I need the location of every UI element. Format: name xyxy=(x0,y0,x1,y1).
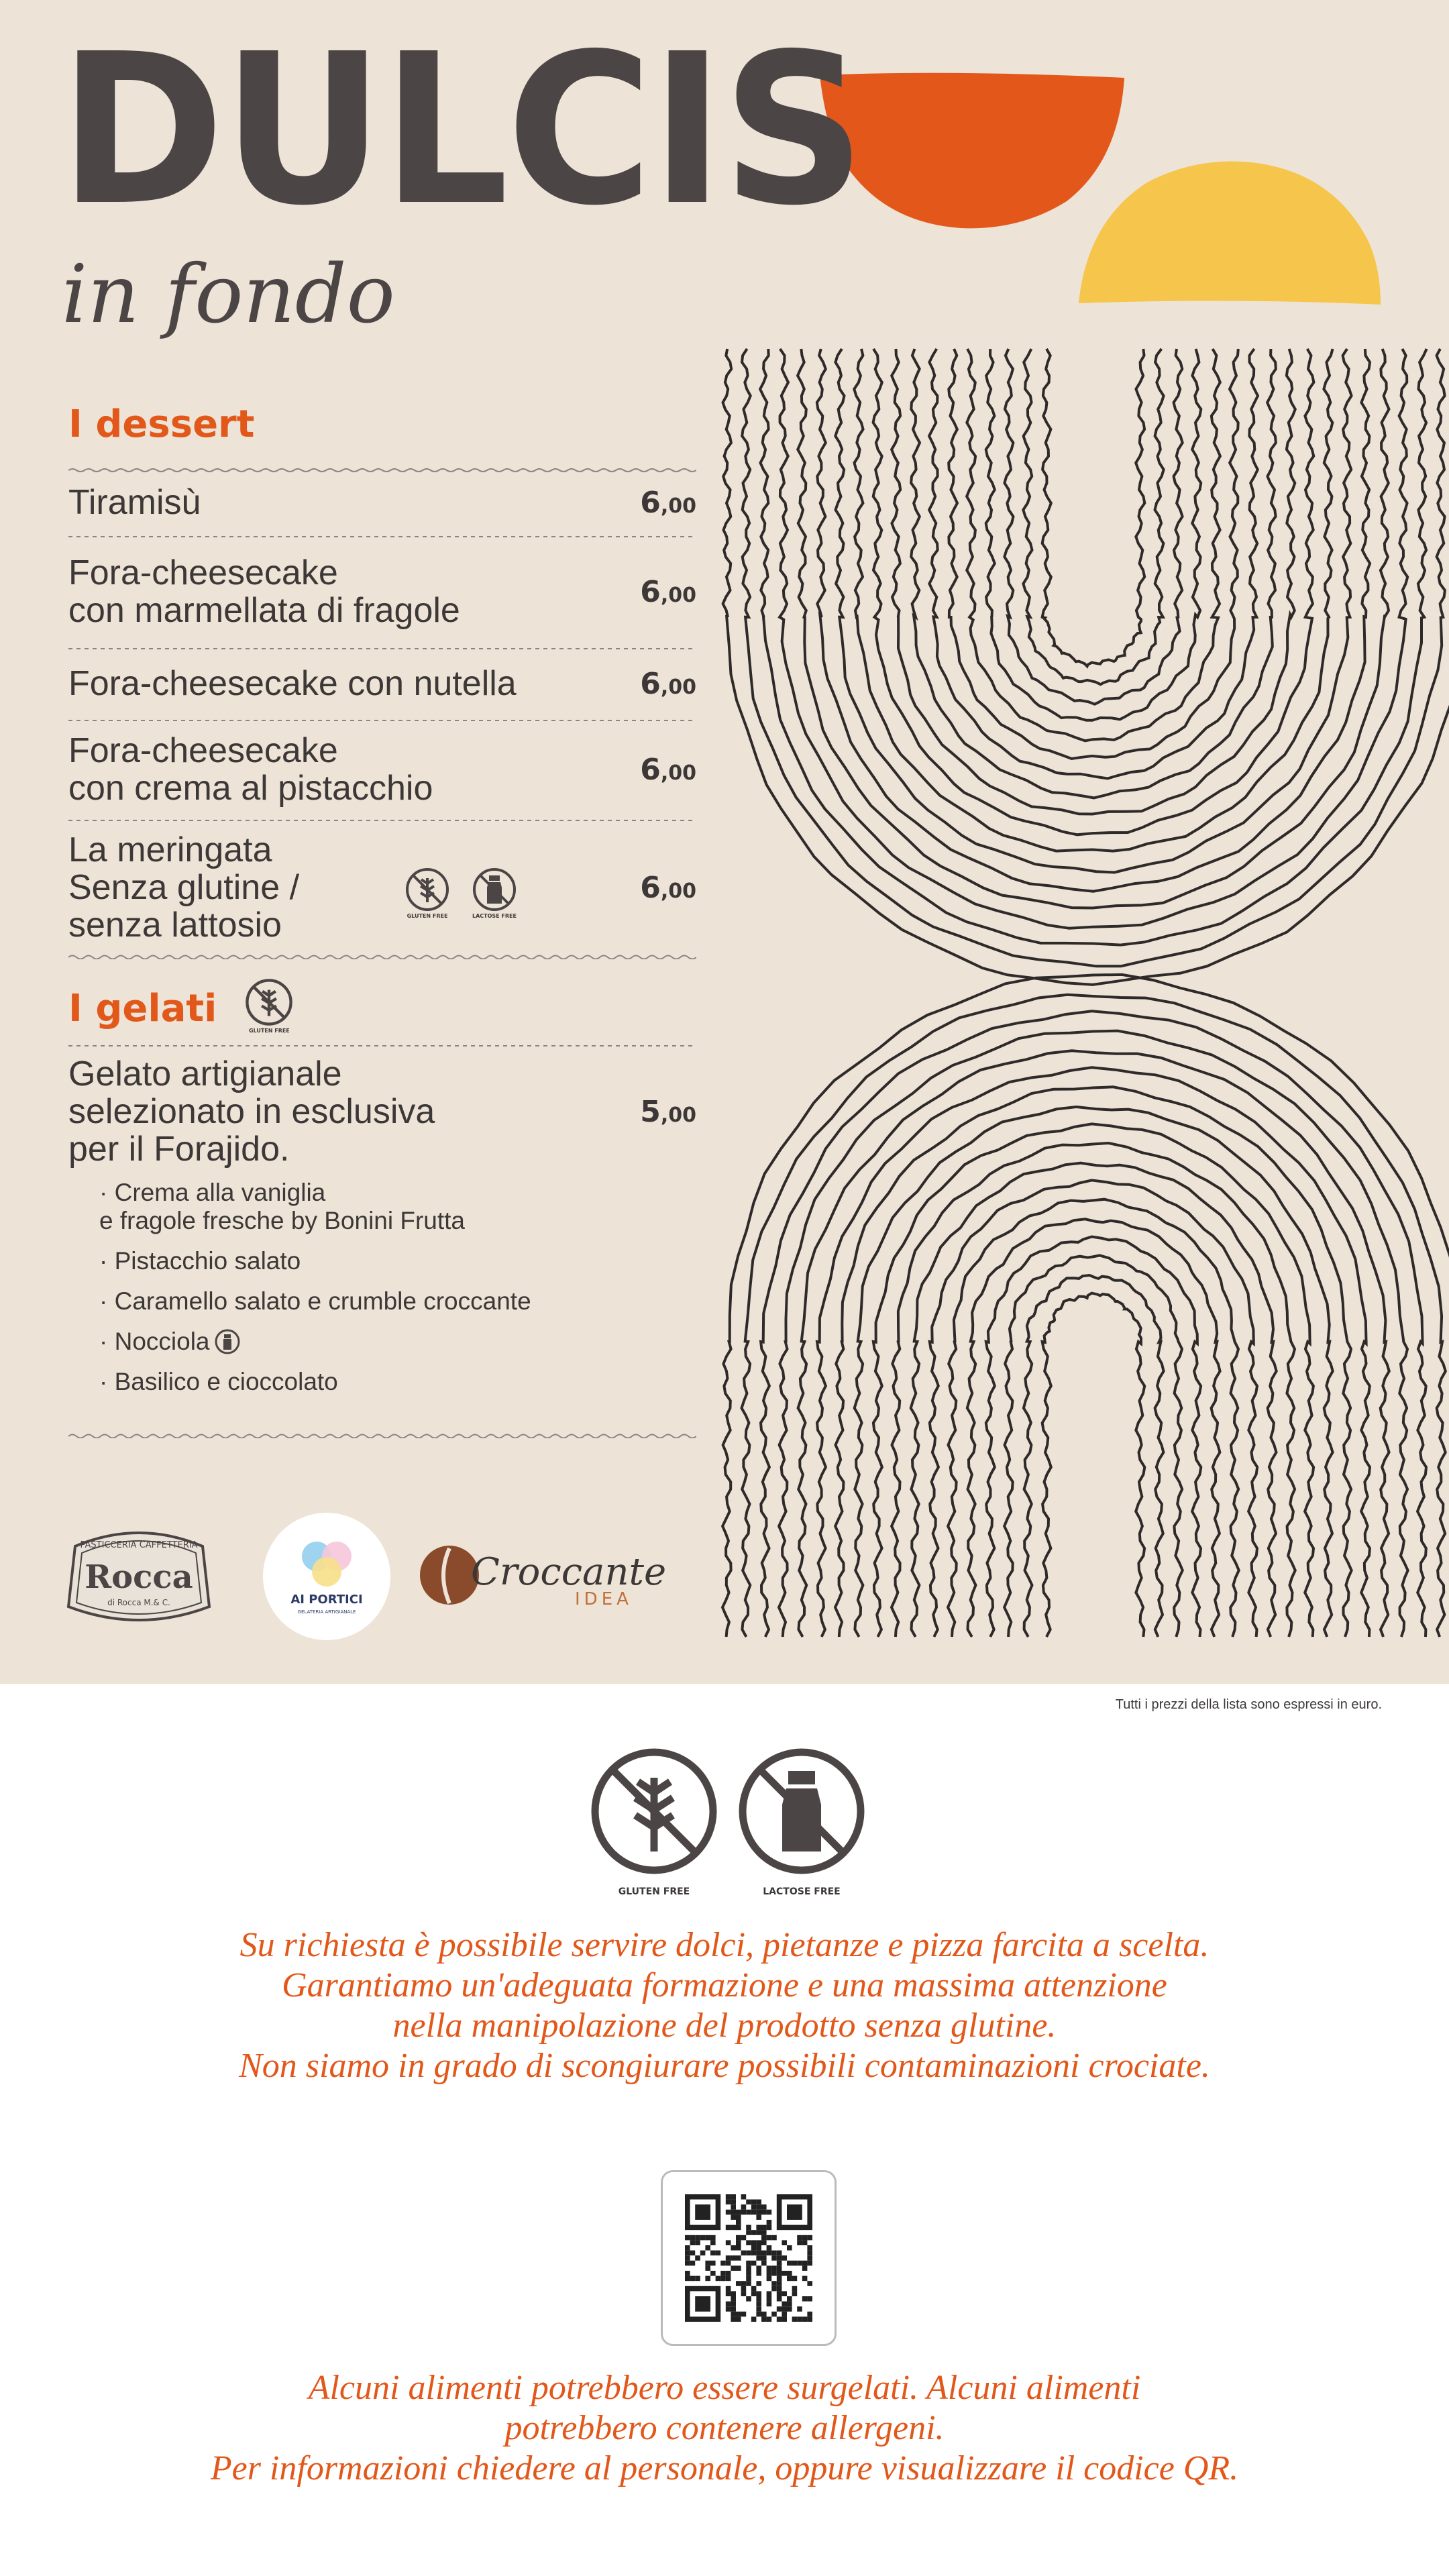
allergen-notice xyxy=(0,2368,1449,2489)
notice-line: Su richiesta è possibile servire dolci, pietanze e pizza farcita a scelta. xyxy=(239,1926,1210,1964)
contains-nuts-icon xyxy=(214,1328,241,1355)
arch-line xyxy=(742,349,1445,966)
divider xyxy=(68,468,696,473)
arch-line xyxy=(798,349,1389,908)
arch-line xyxy=(930,1180,1257,1637)
item-price: 6,00 xyxy=(640,752,696,787)
arch-line xyxy=(911,1163,1277,1637)
gluten-notice xyxy=(0,1925,1449,2086)
notice-line: Garantiamo un'adeguata formazione e una massima attenzione xyxy=(282,1966,1167,2004)
notice-line: Alcuni alimenti potrebbero essere surgelati. Alcuni alimenti xyxy=(308,2369,1141,2407)
item-price: 5,00 xyxy=(640,1094,696,1129)
arch-line xyxy=(1042,349,1145,666)
arch-line xyxy=(742,995,1446,1637)
svg-text:PASTICCERIA CAFFETTERIA: PASTICCERIA CAFFETTERIA xyxy=(80,1540,198,1550)
gluten-free-label: GLUTEN FREE xyxy=(618,1886,690,1897)
item-name: Fora-cheesecake con crema al pistacchio xyxy=(68,731,433,808)
arch-line xyxy=(855,1107,1333,1637)
gluten-free-badge: GLUTEN FREE xyxy=(244,977,294,1034)
red-half-sun xyxy=(820,73,1124,229)
svg-text:IDEA: IDEA xyxy=(575,1589,633,1609)
notice-line: Per informazioni chiedere al personale, oppure visualizzare il codice QR. xyxy=(210,2449,1239,2487)
divider xyxy=(68,646,696,651)
svg-text:Rocca: Rocca xyxy=(85,1558,193,1596)
menu-subtitle: in fondo xyxy=(62,248,395,341)
flavor-item: · Caramello salato e crumble croccante xyxy=(99,1287,531,1315)
gelati-section xyxy=(68,978,696,1441)
flavor-item: · Basilico e cioccolato xyxy=(99,1368,338,1395)
flavor-list xyxy=(68,1172,696,1428)
divider xyxy=(68,1043,696,1049)
qr-code-icon xyxy=(663,2172,835,2344)
divider xyxy=(68,1433,696,1438)
lactose-free-label: LACTOSE FREE xyxy=(763,1886,841,1897)
arch-line xyxy=(798,1051,1389,1637)
item-price: 6,00 xyxy=(640,485,696,520)
arch-line xyxy=(1042,1293,1145,1637)
item-name: Gelato artigianale selezionato in esclusiva per il Forajido. xyxy=(68,1055,435,1169)
lactose-free-icon xyxy=(471,866,518,913)
prices-note: Tutti i prezzi della lista sono espressi in euro. xyxy=(1115,1697,1382,1712)
flavor-item: · Nocciola xyxy=(99,1328,696,1356)
arch-line xyxy=(986,349,1201,720)
partner-logos xyxy=(62,1513,706,1640)
flavor-item: · Crema alla vaniglia e fragole fresche by Bonini Frutta xyxy=(99,1179,466,1234)
menu-item xyxy=(68,726,696,813)
item-name: Fora-cheesecake con nutella xyxy=(68,664,517,703)
menu-item xyxy=(68,1051,696,1172)
item-name: Fora-cheesecake con marmellata di fragole xyxy=(68,553,460,630)
item-name: Tiramisù xyxy=(68,483,201,522)
gluten-free-icon xyxy=(244,977,294,1028)
dessert-heading: I dessert xyxy=(68,402,255,446)
lactose-free-icon xyxy=(743,1752,861,1870)
yellow-half-sun xyxy=(1079,162,1381,305)
gelati-heading-row xyxy=(68,978,696,1038)
divider xyxy=(68,534,696,539)
menu-item xyxy=(68,476,696,529)
arch-line xyxy=(911,349,1276,798)
ai-portici-logo xyxy=(263,1513,390,1640)
item-price: 6,00 xyxy=(640,574,696,609)
arch-line xyxy=(929,349,1258,779)
croccante-logo xyxy=(417,1536,699,1617)
arch-line xyxy=(817,1067,1370,1637)
svg-text:AI PORTICI: AI PORTICI xyxy=(290,1593,363,1607)
notice-line: Non siamo in grado di scongiurare possibili contaminazioni crociate. xyxy=(239,2047,1210,2085)
item-price: 6,00 xyxy=(640,870,696,905)
flavor-item: · Pistacchio salato xyxy=(99,1247,301,1275)
rocca-logo xyxy=(62,1519,216,1633)
svg-text:GELATERIA ARTIGIANALE: GELATERIA ARTIGIANALE xyxy=(297,1609,356,1615)
menu-item xyxy=(68,826,696,949)
menu-item xyxy=(68,542,696,641)
menu-title: DULCIS xyxy=(59,9,863,252)
notice-line: potrebbero contenere allergeni. xyxy=(504,2409,945,2447)
gluten-free-icon xyxy=(404,866,451,913)
lactose-free-badge: LACTOSE FREE xyxy=(471,866,518,919)
svg-text:di Rocca M.& C.: di Rocca M.& C. xyxy=(107,1598,170,1607)
arch-line xyxy=(780,349,1407,928)
divider xyxy=(68,818,696,823)
dessert-section xyxy=(68,402,696,962)
gluten-free-icon xyxy=(595,1752,713,1870)
gluten-free-badge: GLUTEN FREE xyxy=(404,866,451,919)
arch-lines-bottom xyxy=(722,975,1449,1637)
arch-lines-top xyxy=(723,349,1449,985)
item-price: 6,00 xyxy=(640,666,696,701)
allergen-icons xyxy=(584,1744,879,1905)
notice-line: nella manipolazione del prodotto senza glutine. xyxy=(392,2006,1057,2045)
svg-text:Croccante: Croccante xyxy=(471,1550,667,1594)
qr-code[interactable] xyxy=(661,2170,837,2346)
arch-line xyxy=(817,349,1370,892)
gelati-heading: I gelati xyxy=(68,986,217,1030)
divider xyxy=(68,718,696,723)
arch-line xyxy=(873,349,1314,835)
menu-item xyxy=(68,654,696,713)
arch-line xyxy=(722,975,1449,1637)
divider xyxy=(68,954,696,959)
item-name: La meringata Senza glutine / senza lattosio xyxy=(68,830,300,945)
